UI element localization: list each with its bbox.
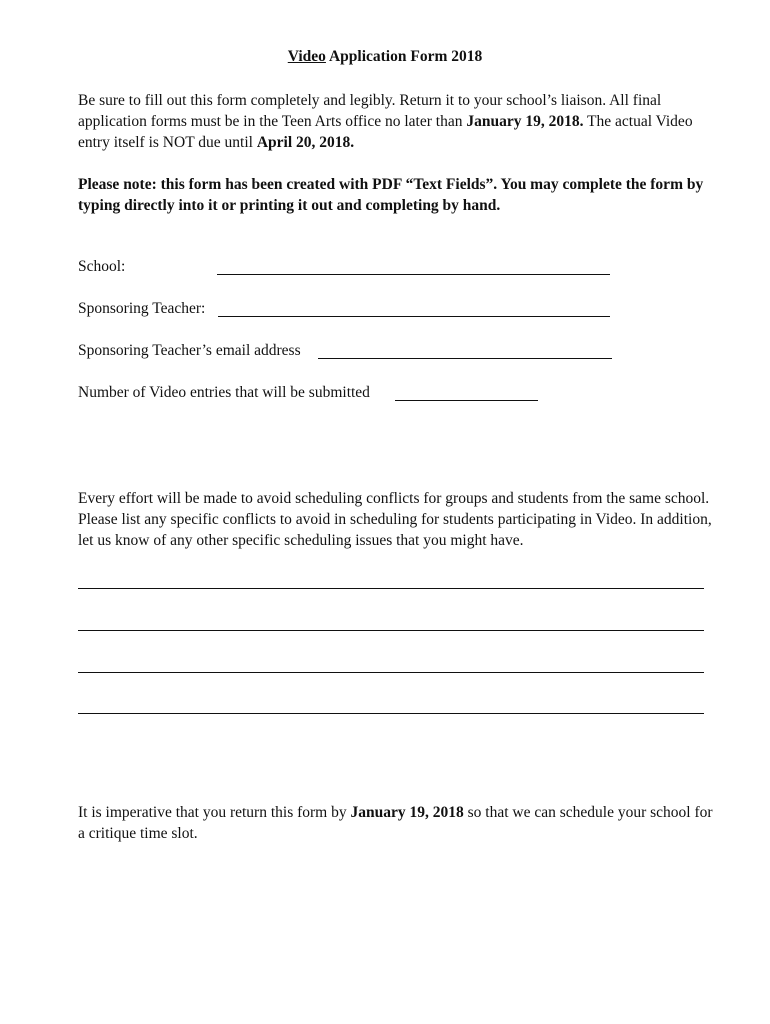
entry-due-date: April 20, 2018. <box>256 134 355 151</box>
conflicts-paragraph: Every effort will be made to avoid scheduling conflicts for groups and students from the same school. Please list any specific conflicts to avoid in scheduling for students participating in Video. In addition, let us know of any other specific scheduling issues that you might have. <box>78 490 712 549</box>
conflicts-input-line[interactable] <box>78 630 704 631</box>
entries-count-input[interactable] <box>395 400 538 401</box>
intro-paragraph <box>78 90 718 153</box>
entries-count-field-row <box>78 384 718 406</box>
teacher-label: Sponsoring Teacher: <box>78 300 206 317</box>
intro-text-2: The actual Video entry itself is NOT due until <box>78 113 693 151</box>
closing-deadline: January 19, 2018 <box>350 804 464 821</box>
conflicts-input-line[interactable] <box>78 588 704 589</box>
school-input[interactable] <box>217 274 610 275</box>
closing-text-1: It is imperative that you return this form by <box>78 804 351 821</box>
closing-text-2: so that we can schedule your school for a critique time slot. <box>78 804 713 842</box>
school-field-row <box>78 258 718 280</box>
closing-paragraph <box>78 802 718 844</box>
title-rest: Application Form 2018 <box>325 48 483 65</box>
teacher-input[interactable] <box>218 316 610 317</box>
email-label: Sponsoring Teacher’s email address <box>78 342 301 359</box>
page-title <box>0 48 770 66</box>
teacher-field-row <box>78 300 718 322</box>
conflicts-input-line[interactable] <box>78 672 704 673</box>
conflicts-input-line[interactable] <box>78 713 704 714</box>
entries-count-label: Number of Video entries that will be submitted <box>78 384 370 401</box>
pdf-note: Please note: this form has been created with PDF “Text Fields”. You may complete the form by typing directly into it or printing it out and completing by hand. <box>78 176 704 214</box>
intro-text-1: Be sure to fill out this form completely and legibly. Return it to your school’s liaison. All final application forms must be in the Teen Arts office no later than <box>78 92 662 130</box>
school-label: School: <box>78 258 126 275</box>
application-deadline: January 19, 2018. <box>466 113 584 130</box>
title-underlined-word: Video <box>287 48 326 65</box>
email-input[interactable] <box>318 358 612 359</box>
email-field-row <box>78 342 718 364</box>
